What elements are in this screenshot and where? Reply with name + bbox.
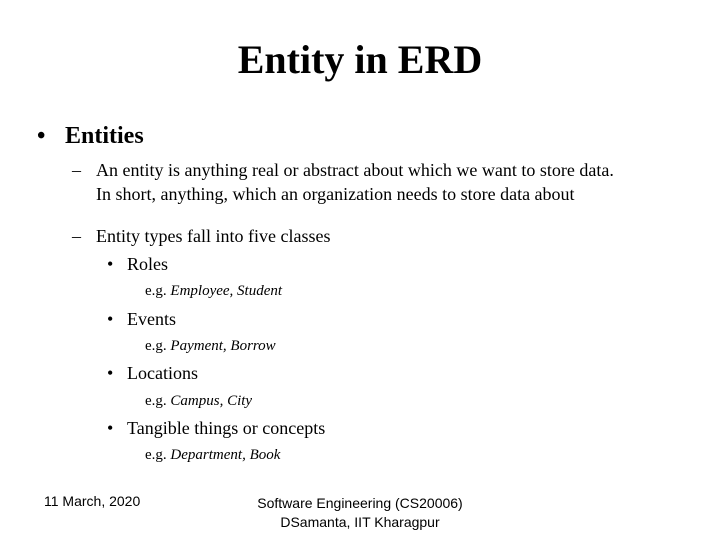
class-label-roles: Roles bbox=[127, 254, 169, 274]
class-label-tangible: Tangible things or concepts bbox=[127, 418, 326, 438]
definition-line-2: In short, anything, which an organization needs to store data about bbox=[96, 184, 575, 204]
bullet-marker: • bbox=[107, 254, 114, 274]
class-example-locations bbox=[145, 391, 252, 411]
dash-marker: – bbox=[72, 160, 81, 180]
footer-course-line-1: Software Engineering (CS20006) bbox=[257, 495, 463, 511]
bullet-marker: • bbox=[37, 123, 46, 149]
class-example-events bbox=[145, 336, 276, 356]
example-text: Department, Book bbox=[170, 447, 281, 463]
class-label-locations: Locations bbox=[127, 363, 198, 383]
class-example-roles bbox=[145, 281, 282, 301]
example-text: Payment, Borrow bbox=[170, 338, 276, 354]
eg-prefix: e.g. bbox=[145, 283, 167, 299]
footer-course-line-2: DSamanta, IIT Kharagpur bbox=[280, 514, 440, 530]
main-bullet-entities: Entities bbox=[65, 123, 144, 149]
dash-marker: – bbox=[72, 226, 81, 246]
example-text: Employee, Student bbox=[170, 283, 283, 299]
bullet-marker: • bbox=[107, 418, 114, 438]
eg-prefix: e.g. bbox=[145, 447, 167, 463]
footer-date: 11 March, 2020 bbox=[44, 493, 141, 509]
eg-prefix: e.g. bbox=[145, 338, 167, 354]
types-intro: Entity types fall into five classes bbox=[96, 226, 331, 246]
bullet-marker: • bbox=[107, 309, 114, 329]
slide-title: Entity in ERD bbox=[237, 37, 483, 82]
footer-course bbox=[220, 494, 500, 532]
eg-prefix: e.g. bbox=[145, 393, 167, 409]
bullet-marker: • bbox=[107, 363, 114, 383]
definition-line-1: An entity is anything real or abstract about which we want to store data. bbox=[96, 160, 614, 180]
example-text: Campus, City bbox=[170, 393, 253, 409]
class-label-events: Events bbox=[127, 309, 176, 329]
class-example-tangible bbox=[145, 445, 280, 465]
